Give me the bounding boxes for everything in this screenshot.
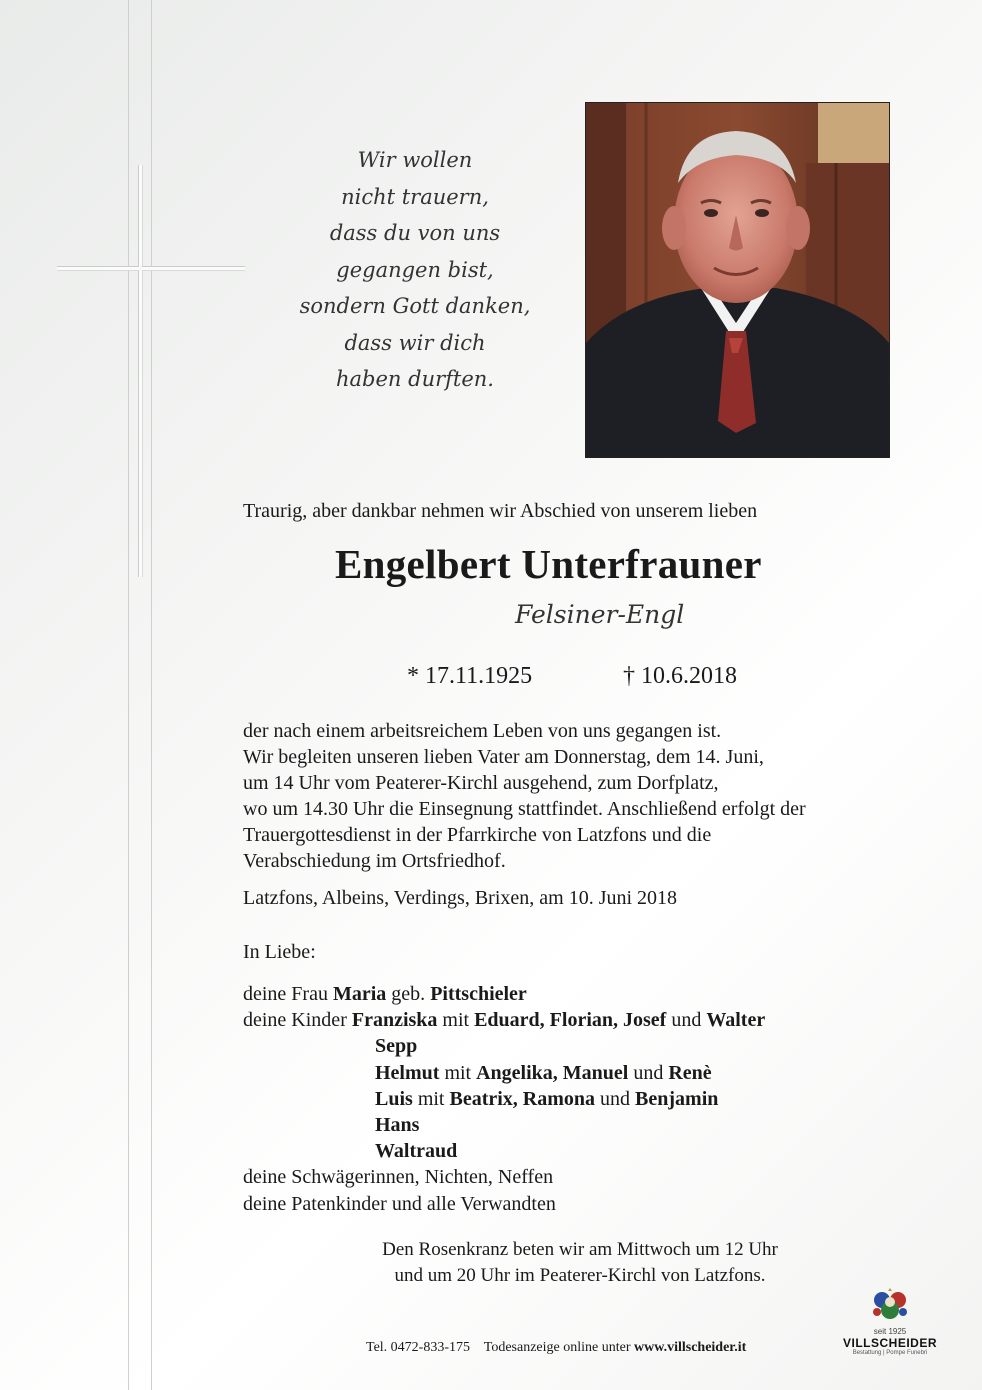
mourner-wife: deine Frau Maria geb. Pittschieler xyxy=(243,983,527,1005)
cross-vertical xyxy=(138,165,143,577)
logo-name: VILLSCHEIDER xyxy=(842,1336,937,1350)
mourner-child: Waltraud xyxy=(375,1140,458,1163)
mourner-child: Sepp xyxy=(375,1035,418,1058)
mourner-relatives: deine Patenkinder und alle Verwandten xyxy=(243,1192,556,1215)
mourner-child: Hans xyxy=(375,1114,420,1137)
cross-horizontal xyxy=(57,266,245,271)
portrait-photo xyxy=(585,102,890,458)
birth-date: * 17.11.1925 xyxy=(407,663,533,689)
details-line: wo um 14.30 Uhr die Einsegnung stattfindet. Anschließend erfolgt der xyxy=(243,798,806,820)
details-line: Wir begleiten unseren lieben Vater am Donnerstag, dem 14. Juni, xyxy=(243,746,764,768)
funeral-details xyxy=(243,718,943,874)
quote-line: gegangen bist, xyxy=(336,257,494,282)
in-liebe-label: In Liebe: xyxy=(243,941,316,963)
decor-line xyxy=(151,0,152,1390)
website-link[interactable]: www.villscheider.it xyxy=(634,1340,747,1355)
memorial-quote xyxy=(290,142,540,398)
phone-number: Tel. 0472-833-175 xyxy=(366,1340,471,1355)
intro-text: Traurig, aber dankbar nehmen wir Abschied von unserem lieben xyxy=(243,500,758,522)
quote-line: haben durften. xyxy=(336,367,494,391)
quote-line: sondern Gott danken, xyxy=(299,294,531,318)
mourner-relatives: deine Schwägerinnen, Nichten, Neffen xyxy=(243,1166,554,1189)
mourner-children: deine Kinder Franziska mit Eduard, Florian, Josef und Walter xyxy=(243,1009,766,1032)
quote-line: Wir wollen xyxy=(357,148,473,172)
decor-line xyxy=(128,0,129,1390)
funeral-home-logo xyxy=(830,1286,950,1356)
online-label: Todesanzeige online unter xyxy=(483,1340,635,1355)
footer xyxy=(366,1340,746,1356)
details-line: Verabschiedung im Ortsfriedhof. xyxy=(243,850,506,872)
details-line: Trauergottesdienst in der Pfarrkirche von Latzfons und die xyxy=(243,824,712,846)
quote-line: dass wir dich xyxy=(344,330,486,355)
mourner-child: Luis mit Beatrix, Ramona und Benjamin xyxy=(375,1087,719,1110)
portrait-illustration xyxy=(586,103,889,457)
rosary-line: und um 20 Uhr im Peaterer-Kirchl von Latzfons. xyxy=(394,1265,766,1286)
rosary-line: Den Rosenkranz beten wir am Mittwoch um 12 Uhr xyxy=(382,1239,778,1260)
crest-icon xyxy=(868,1286,912,1322)
details-line: der nach einem arbeitsreichem Leben von uns gegangen ist. xyxy=(243,720,722,742)
nickname: Felsiner-Engl xyxy=(515,600,685,629)
mourner-child: Helmut mit Angelika, Manuel und Renè xyxy=(375,1061,712,1084)
logo-since: seit 1925 xyxy=(873,1327,907,1336)
cross-center xyxy=(139,266,142,271)
quote-line: dass du von uns xyxy=(329,221,501,245)
details-line: um 14 Uhr vom Peaterer-Kirchl ausgehend, zum Dorfplatz, xyxy=(243,772,719,794)
mourners-list xyxy=(243,981,765,1217)
logo-subtitle: Bestattung | Pompe Funebri xyxy=(852,1350,928,1356)
place-date: Latzfons, Albeins, Verdings, Brixen, am 10. Juni 2018 xyxy=(243,887,678,909)
quote-line: nicht trauern, xyxy=(341,184,489,209)
rosary-notice xyxy=(300,1237,860,1289)
death-date: † 10.6.2018 xyxy=(623,663,737,689)
deceased-name: Engelbert Unterfrauner xyxy=(335,541,762,587)
